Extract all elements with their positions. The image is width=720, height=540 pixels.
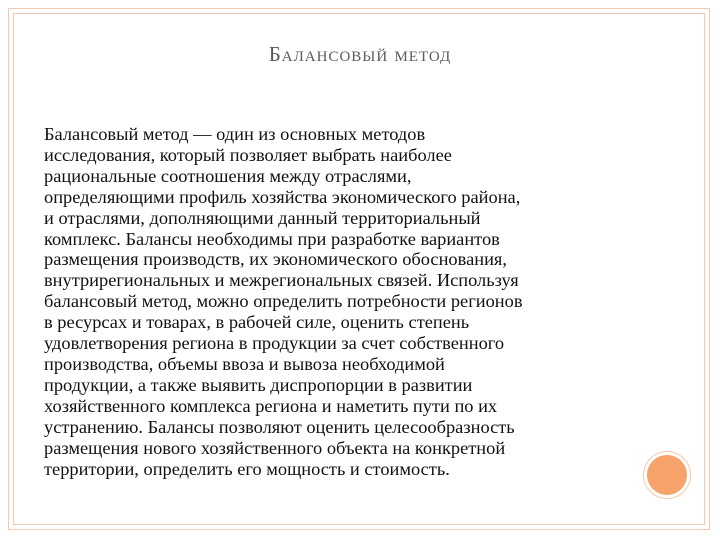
- slide-body-text: Балансовый метод — один из основных методов исследования, который позволяет выбрать наиболее рациональные соотношения между отраслями, определяющими профиль хозяйства экономического района, и отраслями, дополняющими данный территориальный комплекс. Балансы необходимы при разработке вариантов размещения производств, их экономического обоснования, внутрирегиональных и межрегиональных связей. Используя балансовый метод, можно определить потребности регионов в ресурсах и товарах, в рабочей силе, оценить степень удовлетворения региона в продукции за счет собственного производства, объемы ввоза и вывоза необходимой продукции, а также выявить диспропорции в развитии хозяйственного комплекса региона и наметить пути по их устранению. Балансы позволяют оценить целесообразность размещения нового хозяйственного объекта на конкретной территории, определить его мощность и стоимость.: [44, 124, 523, 479]
- decorative-circle: [644, 452, 690, 498]
- slide-title: Балансовый метод: [268, 42, 452, 66]
